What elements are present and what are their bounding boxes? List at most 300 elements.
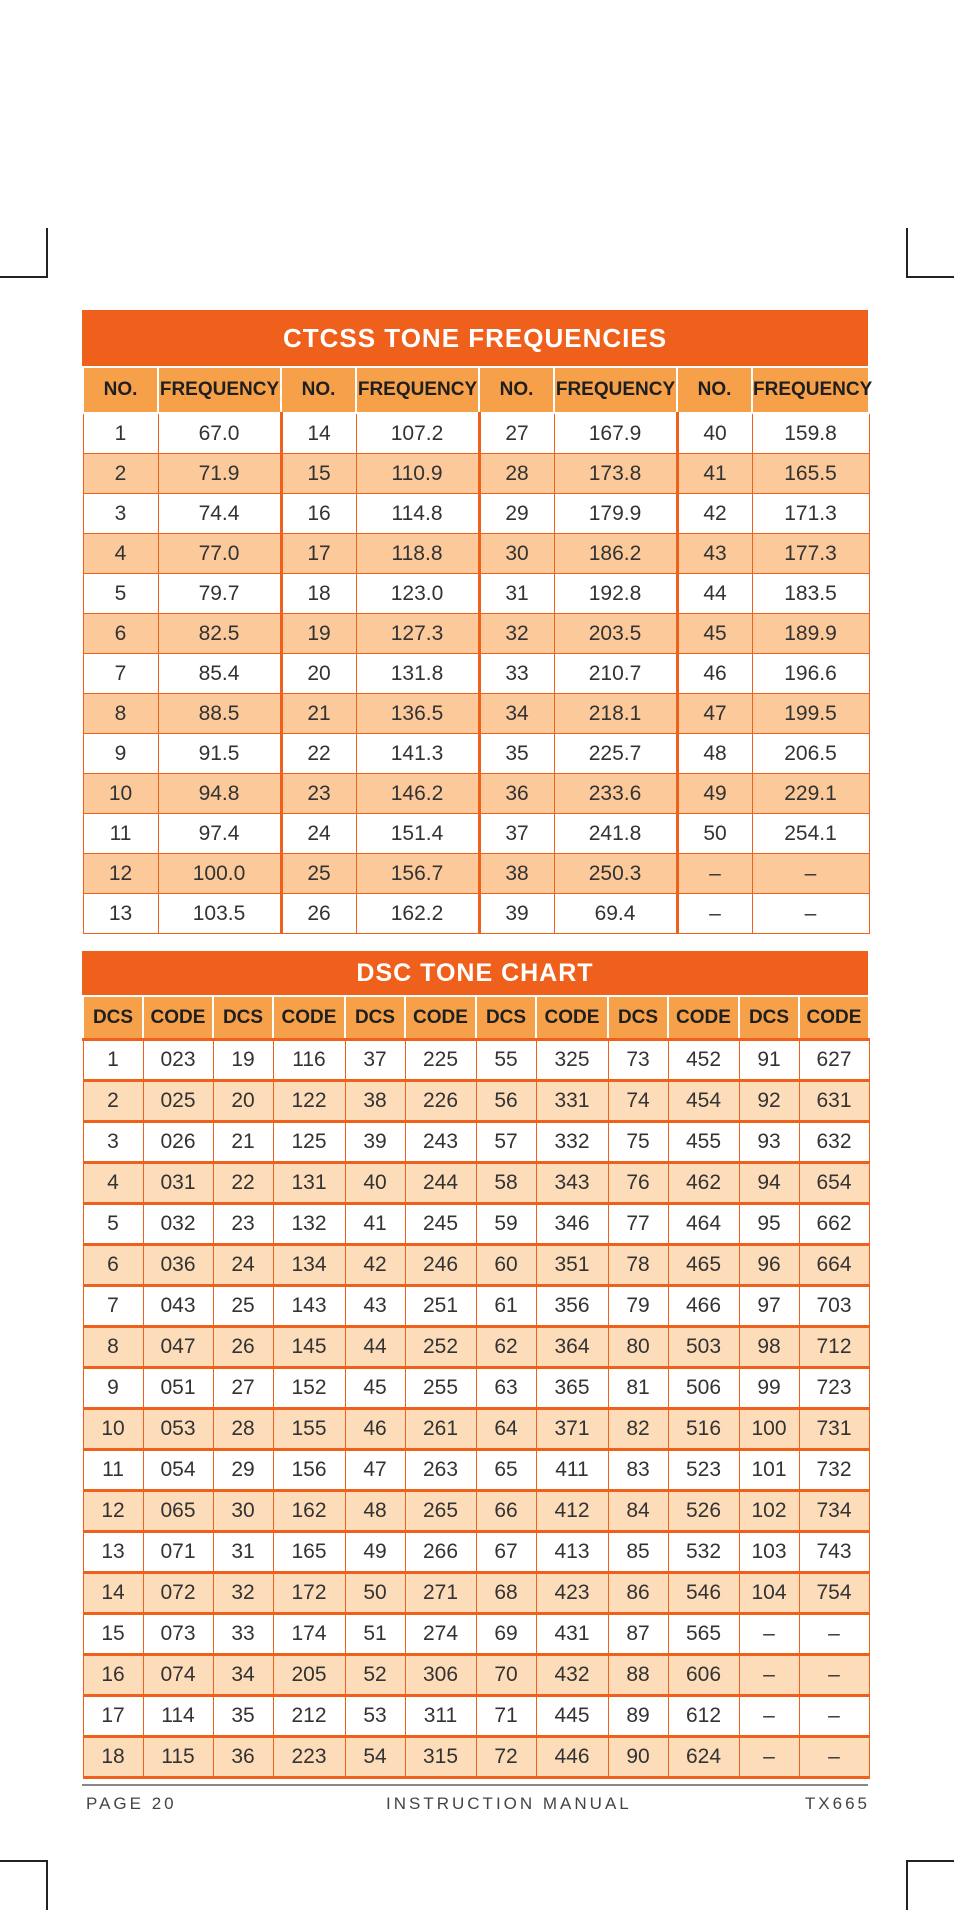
dsc-cell: 73 xyxy=(608,1040,668,1081)
dsc-cell: 115 xyxy=(143,1737,213,1778)
dsc-cell: 52 xyxy=(345,1655,405,1696)
ctcss-cell: 218.1 xyxy=(554,694,677,734)
dsc-cell: 85 xyxy=(608,1532,668,1573)
dsc-cell: 38 xyxy=(345,1081,405,1122)
dsc-cell: 8 xyxy=(83,1327,143,1368)
dsc-cell: 91 xyxy=(739,1040,799,1081)
dsc-cell: 132 xyxy=(273,1204,345,1245)
dsc-cell: 261 xyxy=(405,1409,476,1450)
dsc-cell: 371 xyxy=(536,1409,608,1450)
dsc-cell: 1 xyxy=(83,1040,143,1081)
dsc-cell: 174 xyxy=(273,1614,345,1655)
ctcss-cell: 183.5 xyxy=(752,574,869,614)
ctcss-header-cell: FREQUENCY xyxy=(554,367,677,413)
table-row xyxy=(83,1655,869,1696)
dsc-cell: 047 xyxy=(143,1327,213,1368)
dsc-cell: 102 xyxy=(739,1491,799,1532)
dsc-cell: 48 xyxy=(345,1491,405,1532)
dsc-cell: 446 xyxy=(536,1737,608,1778)
dsc-cell: 723 xyxy=(799,1368,869,1409)
dsc-cell: 631 xyxy=(799,1081,869,1122)
dsc-cell: 205 xyxy=(273,1655,345,1696)
dsc-cell: – xyxy=(799,1737,869,1778)
dsc-cell: 226 xyxy=(405,1081,476,1122)
ctcss-cell: 1 xyxy=(83,413,158,454)
table-row xyxy=(83,1245,869,1286)
dsc-cell: 25 xyxy=(213,1286,273,1327)
ctcss-title: CTCSS TONE FREQUENCIES xyxy=(82,310,868,366)
ctcss-cell: 123.0 xyxy=(356,574,479,614)
table-row xyxy=(83,1040,869,1081)
dsc-cell: 55 xyxy=(476,1040,536,1081)
ctcss-cell: 131.8 xyxy=(356,654,479,694)
ctcss-cell: 127.3 xyxy=(356,614,479,654)
dsc-cell: 462 xyxy=(668,1163,739,1204)
dsc-cell: 53 xyxy=(345,1696,405,1737)
table-row xyxy=(83,1491,869,1532)
dsc-cell: 94 xyxy=(739,1163,799,1204)
ctcss-cell: 206.5 xyxy=(752,734,869,774)
ctcss-cell: 97.4 xyxy=(158,814,281,854)
ctcss-cell: 47 xyxy=(677,694,752,734)
dsc-cell: 346 xyxy=(536,1204,608,1245)
ctcss-cell: 39 xyxy=(479,894,554,934)
dsc-cell: 223 xyxy=(273,1737,345,1778)
dsc-cell: 036 xyxy=(143,1245,213,1286)
dsc-cell: 40 xyxy=(345,1163,405,1204)
ctcss-cell: 141.3 xyxy=(356,734,479,774)
dsc-cell: 454 xyxy=(668,1081,739,1122)
ctcss-header-row xyxy=(83,367,869,413)
dsc-cell: – xyxy=(739,1655,799,1696)
dsc-cell: 96 xyxy=(739,1245,799,1286)
table-row xyxy=(83,1737,869,1778)
dsc-cell: – xyxy=(739,1696,799,1737)
ctcss-cell: – xyxy=(677,894,752,934)
dsc-cell: 28 xyxy=(213,1409,273,1450)
dsc-cell: 39 xyxy=(345,1122,405,1163)
table-row xyxy=(83,1450,869,1491)
dsc-cell: 31 xyxy=(213,1532,273,1573)
dsc-cell: 17 xyxy=(83,1696,143,1737)
ctcss-cell: 165.5 xyxy=(752,454,869,494)
dsc-cell: 412 xyxy=(536,1491,608,1532)
ctcss-cell: 33 xyxy=(479,654,554,694)
table-row xyxy=(83,494,869,534)
table-row xyxy=(83,1163,869,1204)
dsc-cell: 29 xyxy=(213,1450,273,1491)
dsc-cell: 89 xyxy=(608,1696,668,1737)
dsc-cell: 365 xyxy=(536,1368,608,1409)
ctcss-cell: 94.8 xyxy=(158,774,281,814)
dsc-cell: 145 xyxy=(273,1327,345,1368)
table-row xyxy=(83,854,869,894)
dsc-cell: 731 xyxy=(799,1409,869,1450)
ctcss-cell: 37 xyxy=(479,814,554,854)
crop-mark-bottom-right-vertical xyxy=(906,1860,908,1910)
dsc-cell: 33 xyxy=(213,1614,273,1655)
ctcss-cell: 225.7 xyxy=(554,734,677,774)
ctcss-header-cell: FREQUENCY xyxy=(356,367,479,413)
crop-mark-top-right-vertical xyxy=(906,228,908,278)
ctcss-cell: – xyxy=(752,854,869,894)
ctcss-cell: 2 xyxy=(83,454,158,494)
dsc-cell: 411 xyxy=(536,1450,608,1491)
ctcss-cell: 186.2 xyxy=(554,534,677,574)
dsc-cell: 59 xyxy=(476,1204,536,1245)
ctcss-cell: 162.2 xyxy=(356,894,479,934)
dsc-cell: 26 xyxy=(213,1327,273,1368)
dsc-cell: 70 xyxy=(476,1655,536,1696)
ctcss-cell: 4 xyxy=(83,534,158,574)
dsc-header-cell: DCS xyxy=(739,996,799,1040)
ctcss-cell: 203.5 xyxy=(554,614,677,654)
dsc-cell: 612 xyxy=(668,1696,739,1737)
dsc-cell: 265 xyxy=(405,1491,476,1532)
ctcss-cell: 156.7 xyxy=(356,854,479,894)
dsc-cell: 11 xyxy=(83,1450,143,1491)
ctcss-cell: 43 xyxy=(677,534,752,574)
dsc-cell: 413 xyxy=(536,1532,608,1573)
dsc-cell: 2 xyxy=(83,1081,143,1122)
dsc-cell: 356 xyxy=(536,1286,608,1327)
ctcss-cell: 11 xyxy=(83,814,158,854)
ctcss-table xyxy=(82,366,873,934)
ctcss-cell: 20 xyxy=(281,654,356,694)
dsc-cell: 252 xyxy=(405,1327,476,1368)
ctcss-cell: 118.8 xyxy=(356,534,479,574)
dsc-cell: 311 xyxy=(405,1696,476,1737)
ctcss-cell: 24 xyxy=(281,814,356,854)
dsc-cell: 58 xyxy=(476,1163,536,1204)
dsc-header-cell: DCS xyxy=(608,996,668,1040)
dsc-header-cell: CODE xyxy=(668,996,739,1040)
dsc-cell: 053 xyxy=(143,1409,213,1450)
dsc-cell: 67 xyxy=(476,1532,536,1573)
dsc-cell: 155 xyxy=(273,1409,345,1450)
dsc-cell: 026 xyxy=(143,1122,213,1163)
dsc-cell: – xyxy=(739,1737,799,1778)
dsc-cell: 47 xyxy=(345,1450,405,1491)
dsc-cell: 043 xyxy=(143,1286,213,1327)
dsc-cell: 5 xyxy=(83,1204,143,1245)
ctcss-cell: 69.4 xyxy=(554,894,677,934)
ctcss-cell: 45 xyxy=(677,614,752,654)
dsc-cell: 54 xyxy=(345,1737,405,1778)
dsc-header-cell: CODE xyxy=(143,996,213,1040)
dsc-cell: 172 xyxy=(273,1573,345,1614)
ctcss-table-block xyxy=(82,310,873,934)
dsc-cell: 071 xyxy=(143,1532,213,1573)
dsc-cell: 81 xyxy=(608,1368,668,1409)
dsc-cell: 44 xyxy=(345,1327,405,1368)
dsc-cell: 98 xyxy=(739,1327,799,1368)
dsc-cell: 43 xyxy=(345,1286,405,1327)
ctcss-cell: 32 xyxy=(479,614,554,654)
table-row xyxy=(83,1327,869,1368)
dsc-cell: 131 xyxy=(273,1163,345,1204)
ctcss-cell: 15 xyxy=(281,454,356,494)
ctcss-cell: 100.0 xyxy=(158,854,281,894)
ctcss-cell: 28 xyxy=(479,454,554,494)
ctcss-header-cell: NO. xyxy=(479,367,554,413)
dsc-cell: 65 xyxy=(476,1450,536,1491)
ctcss-cell: 49 xyxy=(677,774,752,814)
dsc-cell: 24 xyxy=(213,1245,273,1286)
dsc-cell: 266 xyxy=(405,1532,476,1573)
dsc-cell: 712 xyxy=(799,1327,869,1368)
ctcss-cell: 173.8 xyxy=(554,454,677,494)
ctcss-cell: 7 xyxy=(83,654,158,694)
ctcss-cell: 36 xyxy=(479,774,554,814)
dsc-cell: 16 xyxy=(83,1655,143,1696)
dsc-cell: 445 xyxy=(536,1696,608,1737)
dsc-header-cell: DCS xyxy=(345,996,405,1040)
dsc-cell: 63 xyxy=(476,1368,536,1409)
dsc-cell: 99 xyxy=(739,1368,799,1409)
footer-model: TX665 xyxy=(804,1794,870,1813)
dsc-cell: 364 xyxy=(536,1327,608,1368)
ctcss-header-cell: FREQUENCY xyxy=(158,367,281,413)
ctcss-cell: 82.5 xyxy=(158,614,281,654)
dsc-cell: 464 xyxy=(668,1204,739,1245)
ctcss-cell: 114.8 xyxy=(356,494,479,534)
dsc-cell: 62 xyxy=(476,1327,536,1368)
dsc-cell: 77 xyxy=(608,1204,668,1245)
ctcss-cell: 25 xyxy=(281,854,356,894)
dsc-cell: 20 xyxy=(213,1081,273,1122)
dsc-cell: 466 xyxy=(668,1286,739,1327)
dsc-cell: 83 xyxy=(608,1450,668,1491)
dsc-cell: 754 xyxy=(799,1573,869,1614)
dsc-cell: 152 xyxy=(273,1368,345,1409)
dsc-cell: 9 xyxy=(83,1368,143,1409)
ctcss-cell: – xyxy=(752,894,869,934)
ctcss-cell: 10 xyxy=(83,774,158,814)
dsc-cell: 074 xyxy=(143,1655,213,1696)
dsc-cell: 45 xyxy=(345,1368,405,1409)
dsc-cell: 073 xyxy=(143,1614,213,1655)
dsc-cell: 71 xyxy=(476,1696,536,1737)
ctcss-cell: 110.9 xyxy=(356,454,479,494)
crop-mark-bottom-left-horizontal xyxy=(0,1860,48,1862)
dsc-cell: 065 xyxy=(143,1491,213,1532)
dsc-cell: 431 xyxy=(536,1614,608,1655)
dsc-cell: 251 xyxy=(405,1286,476,1327)
ctcss-cell: 38 xyxy=(479,854,554,894)
table-row xyxy=(83,1532,869,1573)
ctcss-cell: 254.1 xyxy=(752,814,869,854)
ctcss-cell: 21 xyxy=(281,694,356,734)
dsc-cell: 343 xyxy=(536,1163,608,1204)
dsc-cell: 32 xyxy=(213,1573,273,1614)
dsc-title: DSC TONE CHART xyxy=(82,951,868,995)
dsc-cell: 351 xyxy=(536,1245,608,1286)
dsc-cell: 92 xyxy=(739,1081,799,1122)
ctcss-cell: 177.3 xyxy=(752,534,869,574)
dsc-cell: 18 xyxy=(83,1737,143,1778)
ctcss-cell: 85.4 xyxy=(158,654,281,694)
dsc-cell: 101 xyxy=(739,1450,799,1491)
dsc-cell: 41 xyxy=(345,1204,405,1245)
dsc-cell: 734 xyxy=(799,1491,869,1532)
dsc-header-cell: CODE xyxy=(536,996,608,1040)
dsc-cell: 37 xyxy=(345,1040,405,1081)
dsc-cell: 743 xyxy=(799,1532,869,1573)
dsc-cell: 165 xyxy=(273,1532,345,1573)
dsc-cell: 46 xyxy=(345,1409,405,1450)
dsc-cell: 90 xyxy=(608,1737,668,1778)
dsc-cell: 15 xyxy=(83,1614,143,1655)
dsc-cell: 57 xyxy=(476,1122,536,1163)
dsc-cell: 315 xyxy=(405,1737,476,1778)
dsc-header-cell: CODE xyxy=(273,996,345,1040)
ctcss-cell: 159.8 xyxy=(752,413,869,454)
dsc-cell: 95 xyxy=(739,1204,799,1245)
table-row xyxy=(83,694,869,734)
dsc-cell: 125 xyxy=(273,1122,345,1163)
dsc-cell: 51 xyxy=(345,1614,405,1655)
ctcss-cell: 74.4 xyxy=(158,494,281,534)
dsc-cell: 68 xyxy=(476,1573,536,1614)
dsc-cell: 532 xyxy=(668,1532,739,1573)
dsc-cell: 76 xyxy=(608,1163,668,1204)
dsc-cell: 516 xyxy=(668,1409,739,1450)
ctcss-cell: 5 xyxy=(83,574,158,614)
dsc-cell: 225 xyxy=(405,1040,476,1081)
dsc-cell: 031 xyxy=(143,1163,213,1204)
dsc-cell: 156 xyxy=(273,1450,345,1491)
crop-mark-top-right-horizontal xyxy=(906,276,954,278)
ctcss-cell: 16 xyxy=(281,494,356,534)
dsc-cell: 100 xyxy=(739,1409,799,1450)
dsc-cell: 654 xyxy=(799,1163,869,1204)
dsc-cell: 75 xyxy=(608,1122,668,1163)
ctcss-cell: 42 xyxy=(677,494,752,534)
ctcss-cell: 12 xyxy=(83,854,158,894)
ctcss-cell: 199.5 xyxy=(752,694,869,734)
dsc-header-row xyxy=(83,996,869,1040)
ctcss-cell: 196.6 xyxy=(752,654,869,694)
dsc-cell: 054 xyxy=(143,1450,213,1491)
table-row xyxy=(83,894,869,934)
ctcss-cell: 136.5 xyxy=(356,694,479,734)
dsc-cell: 56 xyxy=(476,1081,536,1122)
table-row xyxy=(83,1368,869,1409)
dsc-cell: 212 xyxy=(273,1696,345,1737)
dsc-cell: 74 xyxy=(608,1081,668,1122)
ctcss-cell: 50 xyxy=(677,814,752,854)
ctcss-cell: 77.0 xyxy=(158,534,281,574)
table-row xyxy=(83,574,869,614)
dsc-cell: 6 xyxy=(83,1245,143,1286)
ctcss-cell: 103.5 xyxy=(158,894,281,934)
dsc-table-block xyxy=(82,951,868,1779)
ctcss-cell: 31 xyxy=(479,574,554,614)
ctcss-cell: 189.9 xyxy=(752,614,869,654)
dsc-cell: 19 xyxy=(213,1040,273,1081)
crop-mark-top-left-vertical xyxy=(46,228,48,278)
table-row xyxy=(83,654,869,694)
crop-mark-bottom-right-horizontal xyxy=(906,1860,954,1862)
ctcss-header-cell: NO. xyxy=(281,367,356,413)
dsc-cell: 051 xyxy=(143,1368,213,1409)
ctcss-cell: 233.6 xyxy=(554,774,677,814)
dsc-cell: 306 xyxy=(405,1655,476,1696)
dsc-cell: 503 xyxy=(668,1327,739,1368)
table-row xyxy=(83,1122,869,1163)
dsc-cell: 432 xyxy=(536,1655,608,1696)
ctcss-cell: 6 xyxy=(83,614,158,654)
dsc-cell: 12 xyxy=(83,1491,143,1532)
dsc-cell: 134 xyxy=(273,1245,345,1286)
ctcss-cell: 91.5 xyxy=(158,734,281,774)
dsc-header-cell: DCS xyxy=(476,996,536,1040)
dsc-cell: 23 xyxy=(213,1204,273,1245)
table-row xyxy=(83,1696,869,1737)
ctcss-cell: 13 xyxy=(83,894,158,934)
dsc-cell: 606 xyxy=(668,1655,739,1696)
dsc-cell: 546 xyxy=(668,1573,739,1614)
dsc-cell: 664 xyxy=(799,1245,869,1286)
dsc-cell: 452 xyxy=(668,1040,739,1081)
dsc-cell: 523 xyxy=(668,1450,739,1491)
ctcss-cell: 192.8 xyxy=(554,574,677,614)
ctcss-cell: 8 xyxy=(83,694,158,734)
dsc-cell: 025 xyxy=(143,1081,213,1122)
dsc-cell: 7 xyxy=(83,1286,143,1327)
dsc-cell: 506 xyxy=(668,1368,739,1409)
dsc-cell: 42 xyxy=(345,1245,405,1286)
dsc-cell: 97 xyxy=(739,1286,799,1327)
dsc-cell: – xyxy=(799,1655,869,1696)
table-row xyxy=(83,413,869,454)
dsc-cell: 35 xyxy=(213,1696,273,1737)
table-row xyxy=(83,534,869,574)
dsc-cell: 526 xyxy=(668,1491,739,1532)
dsc-cell: 64 xyxy=(476,1409,536,1450)
dsc-cell: 632 xyxy=(799,1122,869,1163)
dsc-cell: 34 xyxy=(213,1655,273,1696)
table-row xyxy=(83,1409,869,1450)
dsc-cell: 703 xyxy=(799,1286,869,1327)
ctcss-cell: 179.9 xyxy=(554,494,677,534)
dsc-cell: 271 xyxy=(405,1573,476,1614)
dsc-cell: 072 xyxy=(143,1573,213,1614)
dsc-cell: 49 xyxy=(345,1532,405,1573)
dsc-cell: 82 xyxy=(608,1409,668,1450)
dsc-cell: 246 xyxy=(405,1245,476,1286)
ctcss-header-cell: FREQUENCY xyxy=(752,367,869,413)
dsc-cell: 72 xyxy=(476,1737,536,1778)
dsc-cell: 423 xyxy=(536,1573,608,1614)
dsc-cell: 624 xyxy=(668,1737,739,1778)
ctcss-cell: 17 xyxy=(281,534,356,574)
ctcss-header-cell: NO. xyxy=(83,367,158,413)
dsc-cell: – xyxy=(799,1614,869,1655)
ctcss-header-cell: NO. xyxy=(677,367,752,413)
dsc-cell: 14 xyxy=(83,1573,143,1614)
ctcss-cell: 146.2 xyxy=(356,774,479,814)
table-row xyxy=(83,1573,869,1614)
ctcss-cell: 167.9 xyxy=(554,413,677,454)
ctcss-cell: 171.3 xyxy=(752,494,869,534)
dsc-cell: 465 xyxy=(668,1245,739,1286)
ctcss-cell: – xyxy=(677,854,752,894)
dsc-cell: 88 xyxy=(608,1655,668,1696)
ctcss-cell: 48 xyxy=(677,734,752,774)
ctcss-cell: 35 xyxy=(479,734,554,774)
